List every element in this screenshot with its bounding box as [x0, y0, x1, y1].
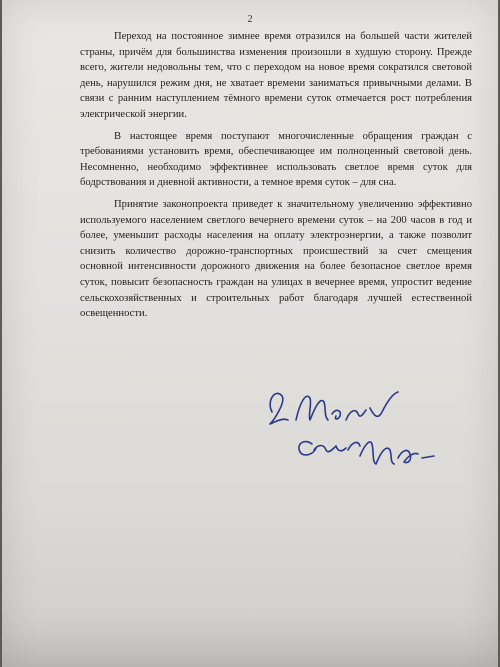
handwritten-signatures — [252, 380, 442, 490]
body-text — [80, 29, 472, 328]
page-shadow — [2, 607, 498, 667]
paragraph-3: Принятие законопроекта приведет к значительному увеличению эффективно используемого населением светлого вечернего времени суток – на 200 часов в год и более, уменьшит расходы населения на оплату электроэнергии, а также позволит снизить количество дорожно-транспортных происшествий за счет смещения основной интенсивности дорожного движения на более безопасное светлое время суток, повысит безопасность граждан на улицах в вечернее время, упростит ведение сельскохозяйственных и строительных работ благодаря лучшей естественной освещенности. — [80, 198, 472, 320]
paragraph-1: Переход на постоянное зимнее время отразился на большей части жителей страны, причём для большинства изменения произошли в худшую сторону. Прежде всего, жители недовольны тем, что с переходом на новое время сократился световой день, нарушился режим дня, не хватает времени заниматься привычными делами. В связи с ранним наступлением тёмного времени суток отмечается рост потребления электрической энергии. — [80, 31, 472, 120]
page-number: 2 — [247, 14, 253, 25]
document-page — [2, 0, 498, 667]
paragraph-2: В настоящее время поступают многочисленные обращения граждан с требованиями установить время, обеспечивающее им полноценный световой день. Несомненно, необходимо эффективнее использовать светлое время суток для бодрствования и дневной активности, а темное время суток – для сна. — [80, 130, 472, 189]
signature-graphic — [252, 380, 442, 490]
